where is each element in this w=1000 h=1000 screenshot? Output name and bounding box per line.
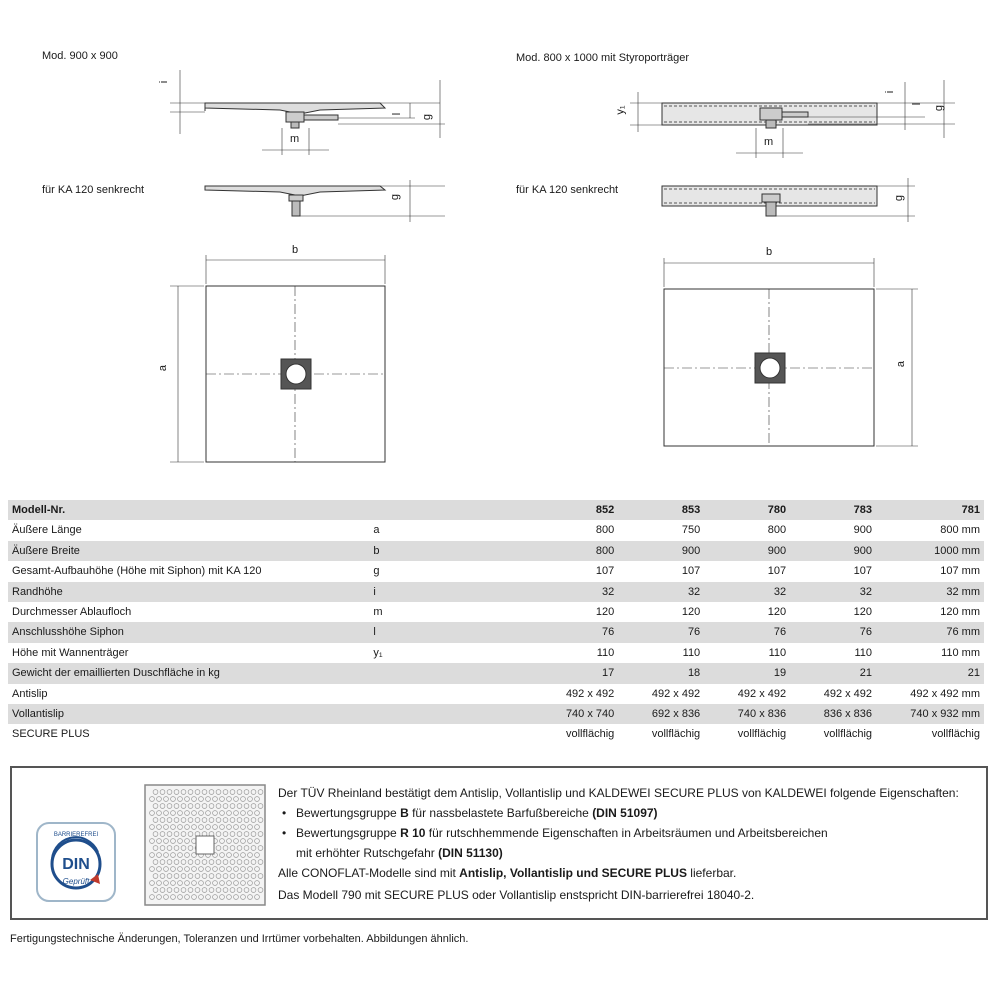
row-value: 107 mm [940, 565, 980, 578]
row-value: 740 x 740 [565, 708, 615, 721]
row-value: 32 [687, 585, 701, 598]
dim-y1-800x1000: y₁ [614, 105, 627, 115]
table-row [8, 622, 984, 642]
row-value: 32 [859, 585, 873, 598]
plan-view-800x1000 [664, 258, 918, 446]
footer-disclaimer: Fertigungstechnische Änderungen, Toleranzen und Irrtümer vorbehalten. Abbildungen ähnlich. [10, 933, 469, 945]
dim-g-800x1000-ka120: g [893, 194, 906, 202]
drawing-subtitle-800x1000: für KA 120 senkrecht [516, 184, 619, 196]
row-value: 76 [602, 626, 615, 639]
dim-g-900-ka120: g [389, 193, 402, 201]
dim-i-900: i [158, 80, 171, 84]
row-value: 492 x 492 [823, 687, 873, 700]
dim-i-800x1000: i [884, 90, 897, 94]
row-label: Äußere Breite [12, 544, 80, 557]
row-symbol [369, 724, 532, 744]
table-header-model: 781 [961, 504, 980, 516]
spec-table [8, 500, 984, 745]
cert-line-4: Das Modell 790 mit SECURE PLUS oder Vollantislip enstspricht DIN-barrierefrei 18040-2. [278, 888, 755, 902]
row-value: 18 [687, 667, 701, 680]
row-value: 110 [768, 646, 787, 659]
row-value: 492 x 492 mm [910, 687, 980, 700]
row-value: 750 [681, 524, 701, 537]
row-label: Gewicht der emaillierten Duschfläche in kg [12, 667, 220, 680]
row-symbol: l [373, 626, 376, 639]
section-view-900-ka120 [205, 180, 445, 222]
cert-bullet-2: • Bewertungsgruppe R 10 für rutschhemmende Eigenschaften in Arbeitsräumen und Arbeitsbereichen mit erhöhter Rutschgefahr (DIN 51130) [278, 823, 978, 863]
table-header-sym [369, 500, 532, 520]
row-value: 900 [853, 524, 873, 537]
row-value: 800 [767, 524, 787, 537]
row-label: Gesamt-Aufbauhöhe (Höhe mit Siphon) mit KA 120 [12, 565, 262, 578]
row-value: 120 mm [940, 606, 980, 619]
table-row [8, 520, 984, 540]
cert-line-3: Alle CONOFLAT-Modelle sind mit Antislip, Vollantislip und SECURE PLUS lieferbar. [278, 866, 737, 880]
table-row [8, 541, 984, 561]
row-symbol: y₁ [373, 646, 383, 659]
row-value: 19 [773, 667, 787, 680]
table-row [8, 643, 984, 663]
dim-b-800x1000: b [766, 246, 773, 258]
row-label: Antislip [12, 687, 48, 700]
dim-g-900: g [421, 113, 434, 121]
antislip-pattern-illustration [144, 784, 266, 906]
dim-a-800x1000: a [895, 360, 908, 368]
drawing-title-900: Mod. 900 x 900 [42, 50, 118, 62]
row-value: 900 [853, 544, 873, 557]
row-value: 1000 mm [934, 544, 980, 557]
row-value: 492 x 492 [565, 687, 615, 700]
row-value: 110 [682, 646, 701, 659]
section-view-800x1000 [630, 80, 955, 158]
row-value: 836 x 836 [823, 708, 873, 721]
dim-b-900: b [292, 244, 299, 256]
dim-m-900: m [290, 133, 300, 145]
row-symbol: g [373, 565, 380, 578]
row-label: SECURE PLUS [12, 728, 90, 741]
row-value: 800 mm [940, 524, 980, 537]
row-value: 107 [853, 565, 873, 578]
row-symbol: i [373, 585, 376, 598]
row-label: Randhöhe [12, 585, 63, 598]
dim-l-900: l [391, 112, 404, 116]
dim-g-800x1000: g [933, 104, 946, 112]
table-row [8, 663, 984, 683]
row-value: vollflächig [931, 728, 980, 741]
table-header-row [8, 500, 984, 520]
badge-top-text: BARRIEREFREI [53, 832, 99, 838]
dim-l-800x1000: l [911, 102, 924, 106]
table-header-model: 853 [681, 504, 701, 516]
row-value: 76 mm [946, 626, 980, 639]
row-value: vollflächig [565, 728, 615, 741]
row-value: 76 [687, 626, 701, 639]
row-value: 110 [854, 646, 873, 659]
table-header-label: Modell-Nr. [12, 504, 66, 516]
badge-din-text: DIN [62, 856, 90, 873]
certification-text [278, 783, 978, 905]
badge-sub-text: Geprüft [62, 877, 90, 886]
row-value: 120 [853, 606, 873, 619]
cert-bullet-1: • Bewertungsgruppe B für nassbelastete Barfußbereiche (DIN 51097) [278, 803, 978, 823]
row-symbol: a [373, 524, 380, 537]
row-label: Durchmesser Ablaufloch [12, 606, 132, 619]
row-value: vollflächig [737, 728, 787, 741]
row-value: 32 mm [946, 585, 980, 598]
row-value: 120 [767, 606, 787, 619]
section-view-900 [170, 70, 445, 155]
row-value: 900 [767, 544, 787, 557]
row-value: 76 [859, 626, 873, 639]
row-value: 76 [773, 626, 787, 639]
row-value: 107 [767, 565, 787, 578]
table-header-model: 780 [767, 504, 787, 516]
plan-view-900 [170, 255, 385, 462]
row-value: 107 [595, 565, 615, 578]
row-label: Äußere Länge [12, 524, 82, 537]
row-symbol [369, 704, 532, 724]
row-label: Vollantislip [12, 708, 64, 721]
table-row [8, 724, 984, 744]
cert-intro: Der TÜV Rheinland bestätigt dem Antislip, Vollantislip und KALDEWEI SECURE PLUS von KALDEWEI folgende Eigenschaften: [278, 786, 959, 800]
row-value: vollflächig [823, 728, 873, 741]
table-row [8, 704, 984, 724]
row-value: 107 [681, 565, 701, 578]
table-header-model: 852 [595, 504, 615, 516]
row-value: 21 [967, 667, 980, 680]
table-row [8, 561, 984, 581]
row-value: 900 [681, 544, 701, 557]
table-header-model: 783 [853, 504, 873, 516]
row-value: 32 [602, 585, 615, 598]
row-value: 17 [602, 667, 615, 680]
row-value: 32 [773, 585, 787, 598]
section-view-800x1000-ka120 [662, 178, 915, 222]
drawing-title-800x1000: Mod. 800 x 1000 mit Styroporträger [516, 52, 690, 64]
row-symbol: m [373, 606, 383, 619]
row-value: 492 x 492 [737, 687, 787, 700]
row-symbol: b [373, 544, 380, 557]
drawing-subtitle-900: für KA 120 senkrecht [42, 184, 145, 196]
row-value: 800 [595, 524, 615, 537]
row-value: 800 [595, 544, 615, 557]
din-geprueft-badge [36, 822, 116, 902]
row-symbol [369, 663, 532, 683]
row-label: Höhe mit Wannenträger [12, 646, 129, 659]
row-value: 120 [681, 606, 701, 619]
technical-drawings [0, 0, 1000, 480]
row-value: 692 x 836 [651, 708, 701, 721]
row-value: 740 x 932 mm [910, 708, 980, 721]
dim-m-800x1000: m [764, 136, 774, 148]
row-value: 492 x 492 [651, 687, 701, 700]
dim-a-900: a [157, 364, 170, 372]
table-row [8, 684, 984, 704]
row-value: 110 [596, 646, 615, 659]
row-value: 120 [595, 606, 615, 619]
row-value: 21 [859, 667, 873, 680]
table-row [8, 582, 984, 602]
row-value: vollflächig [651, 728, 701, 741]
row-label: Anschlusshöhe Siphon [12, 626, 124, 639]
row-symbol [369, 684, 532, 704]
table-row [8, 602, 984, 622]
row-value: 110 mm [941, 646, 980, 659]
row-value: 740 x 836 [737, 708, 787, 721]
